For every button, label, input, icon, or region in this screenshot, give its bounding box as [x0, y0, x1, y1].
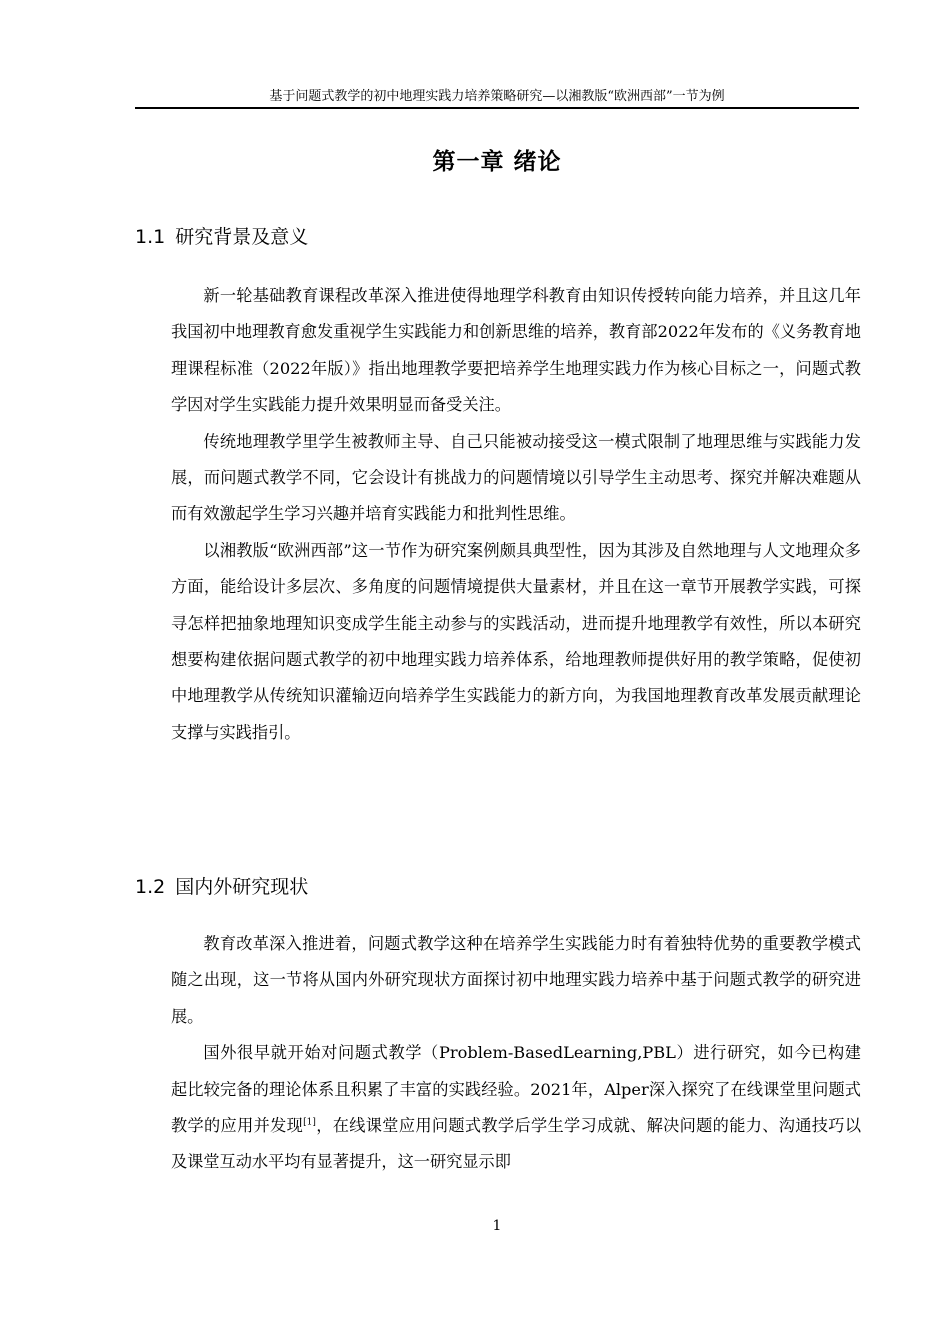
paragraph [171, 1035, 861, 1181]
section-heading-1-1 [135, 224, 308, 250]
chapter-title: 第一章 绪论 [432, 149, 562, 175]
paragraph-text: ，在线课堂应用问题式教学后学生学习成就、解决问题的能力、沟通技巧以及课堂互动水平均有显著提升，这一研究显示即 [171, 1116, 862, 1172]
paragraph-text: 国外很早就开始对问题式教学（Problem-BasedLearning,PBL）进行研究，如今已构建起比较完备的理论体系且积累了丰富的实践经验。2021年，Alper深入探究了在线课堂里问题式教学的应用并发现 [171, 1043, 861, 1136]
section-number: 1.2 [135, 876, 166, 898]
section-title: 国内外研究现状 [175, 876, 309, 898]
paragraph: 传统地理教学里学生被教师主导、自己只能被动接受这一模式限制了地理思维与实践能力发展，而问题式教学不同，它会设计有挑战力的问题情境以引导学生主动思考、探究并解决难题从而有效激起学生学习兴趣并培育实践能力和批判性思维。 [171, 431, 861, 524]
section-1-1-body [171, 278, 861, 751]
paragraph: 教育改革深入推进着，问题式教学这种在培养学生实践能力时有着独特优势的重要教学模式随之出现，这一节将从国内外研究现状方面探讨初中地理实践力培养中基于问题式教学的研究进展。 [171, 934, 861, 1026]
paragraph: 以湘教版“欧洲西部”这一节作为研究案例颇具典型性，因为其涉及自然地理与人文地理众多方面，能给设计多层次、多角度的问题情境提供大量素材，并且在这一章节开展教学实践，可探寻怎样把抽象地理知识变成学生能主动参与的实践活动，进而提升地理教学有效性，所以本研究想要构建依据问题式教学的初中地理实践力培养体系，给地理教师提供好用的教学策略，促使初中地理教学从传统知识灌输迈向培养学生实践能力的新方向，为我国地理教育改革发展贡献理论支撑与实践指引。 [171, 540, 861, 742]
running-header: 基于问题式教学的初中地理实践力培养策略研究—以湘教版“欧洲西部”一节为例 [269, 89, 725, 104]
section-1-2-body [171, 926, 861, 1181]
page-number: 1 [492, 1218, 502, 1234]
section-title: 研究背景及意义 [175, 226, 309, 248]
paragraph: 新一轮基础教育课程改革深入推进使得地理学科教育由知识传授转向能力培养，并且这几年我国初中地理教育愈发重视学生实践能力和创新思维的培养，教育部2022年发布的《义务教育地理课程标准（2022年版）》指出地理教学要把培养学生地理实践力作为核心目标之一，问题式教学因对学生实践能力提升效果明显而备受关注。 [171, 286, 861, 415]
section-heading-1-2 [135, 874, 308, 900]
section-number: 1.1 [135, 226, 166, 248]
citation-marker[interactable]: [1] [303, 1117, 316, 1128]
header-rule [135, 107, 859, 109]
